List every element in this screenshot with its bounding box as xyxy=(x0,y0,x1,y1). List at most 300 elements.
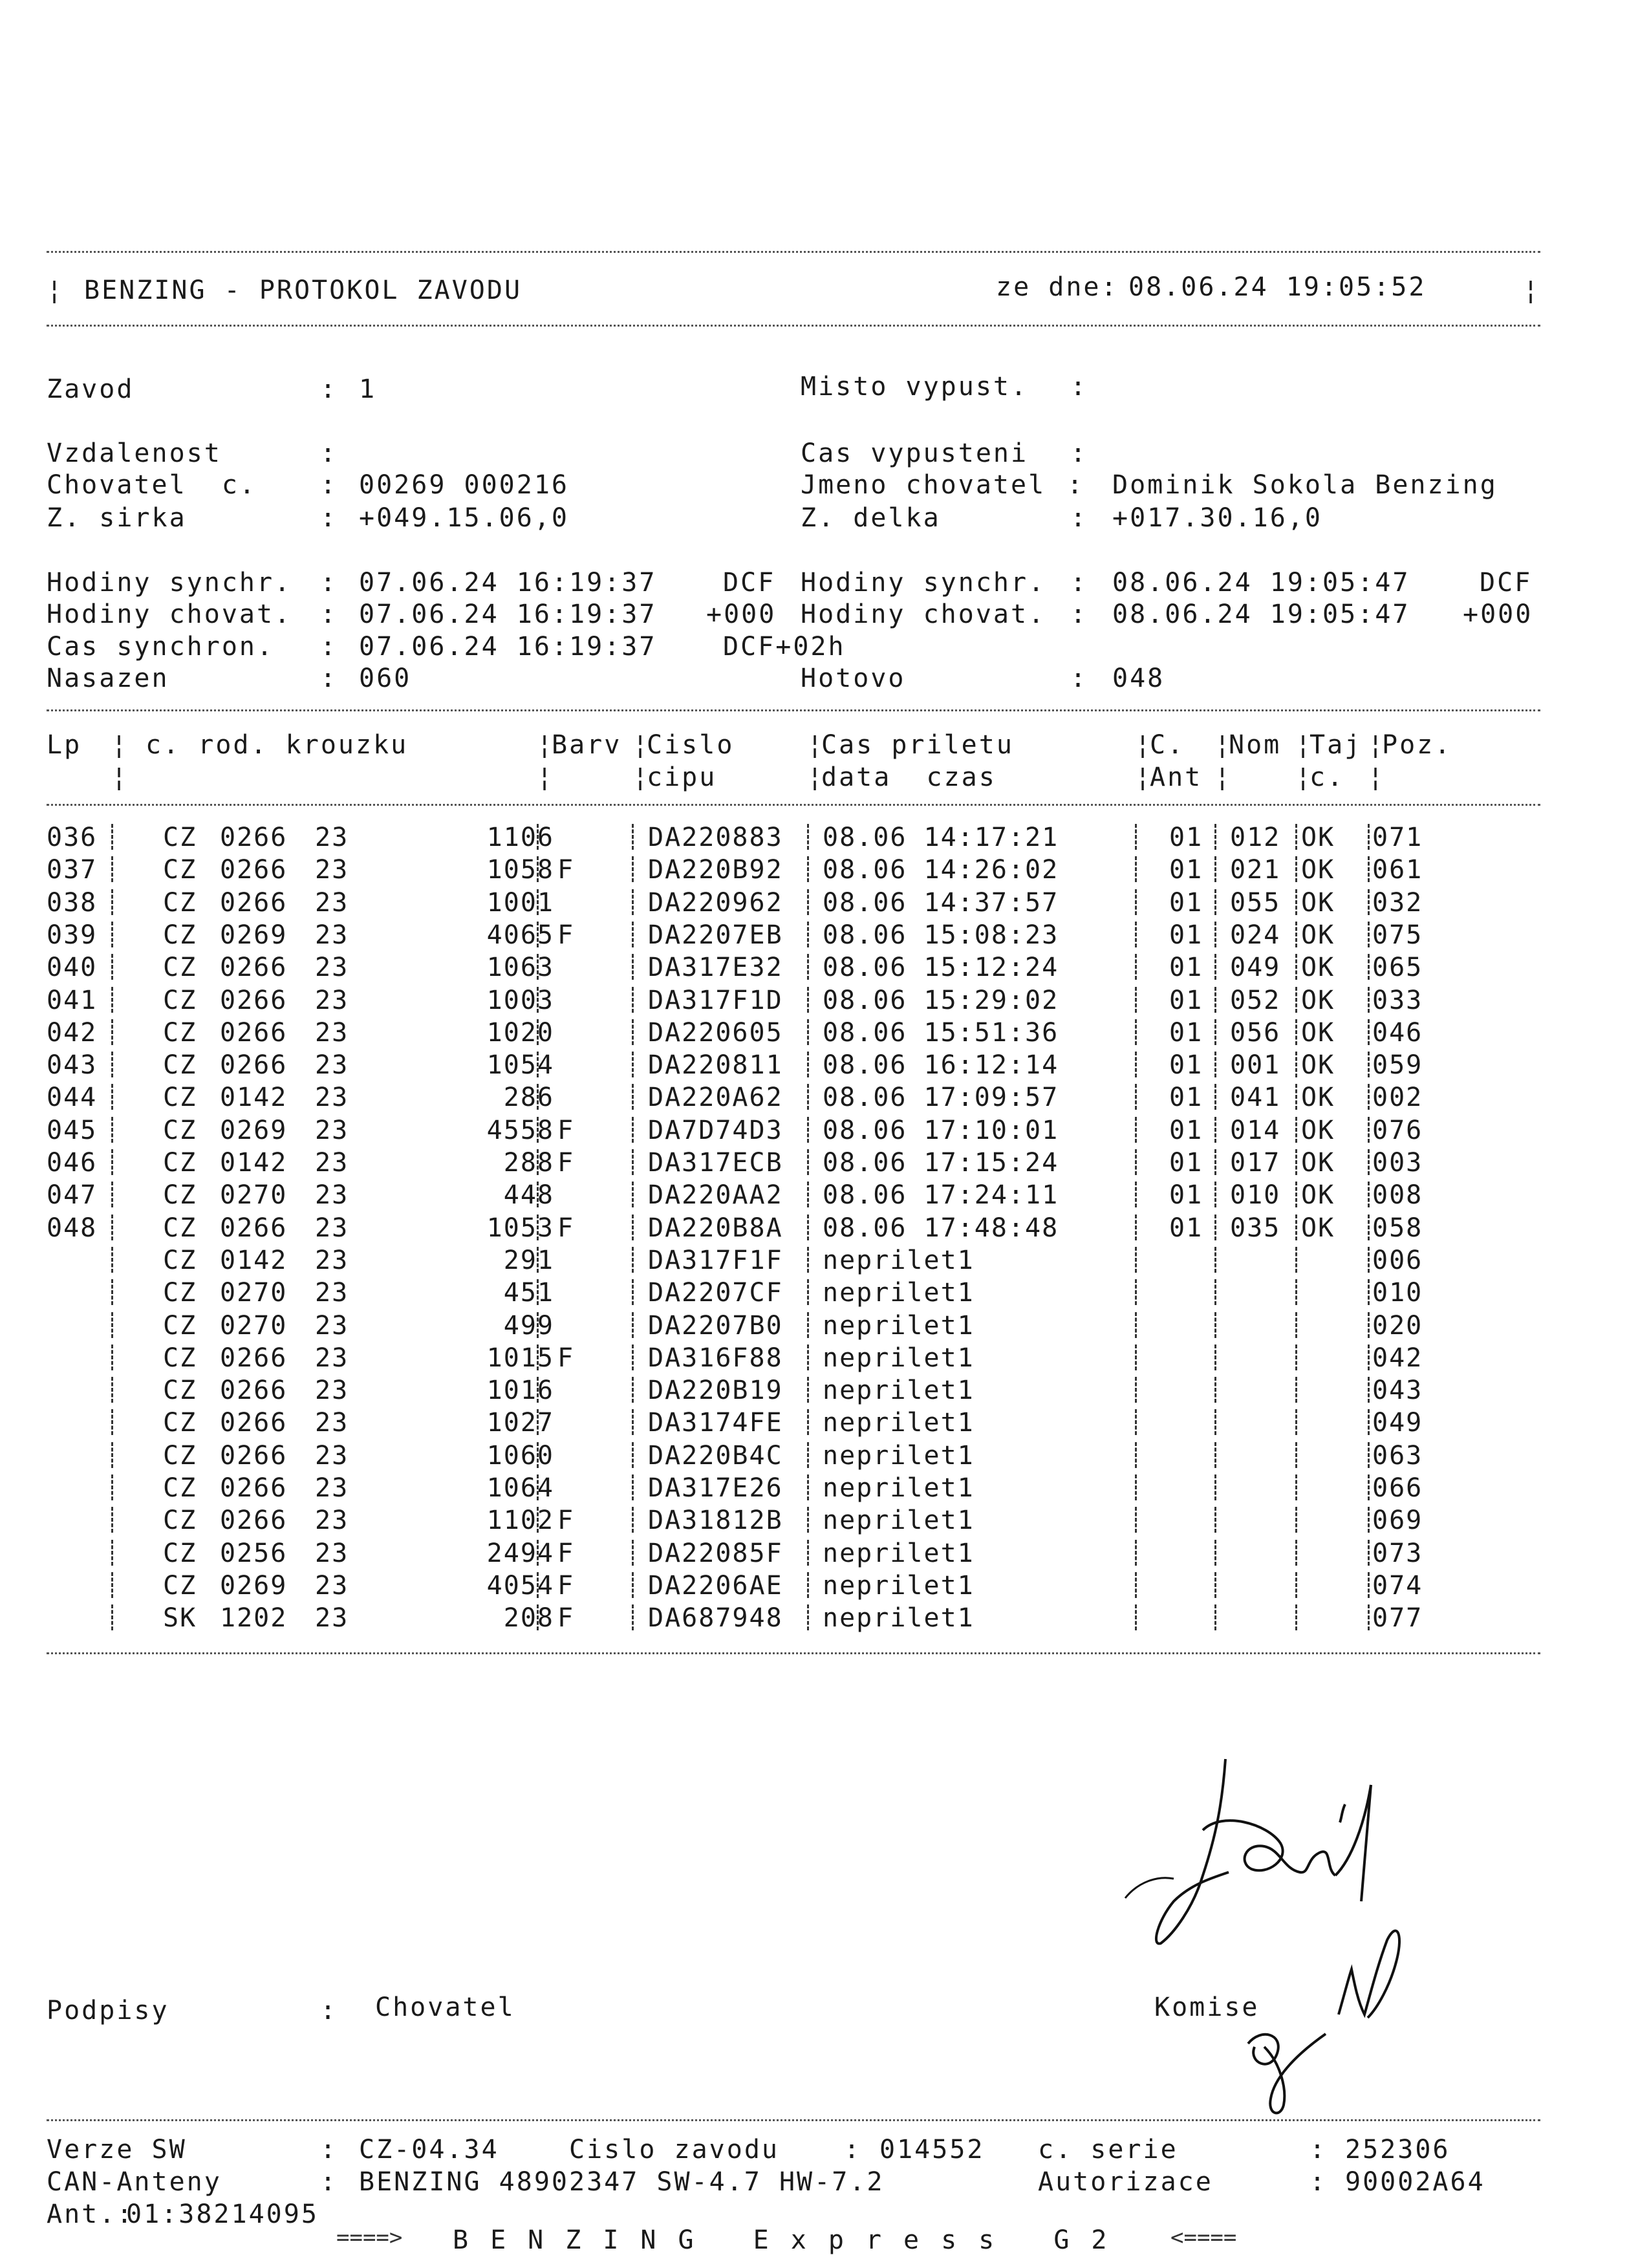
hdr-sep-3: ¦ xyxy=(632,730,651,760)
col-ant: Ant xyxy=(1150,762,1203,792)
column-separator xyxy=(807,1279,809,1305)
column-separator xyxy=(632,1442,634,1468)
cell-time: 08.06 15:12:24 xyxy=(823,953,1059,983)
cell-lp: 040 xyxy=(47,953,98,983)
column-separator xyxy=(1214,1279,1216,1305)
column-separator xyxy=(111,1019,113,1045)
cell-chip: DA317E26 xyxy=(648,1473,783,1503)
column-separator xyxy=(1214,1182,1216,1207)
column-separator xyxy=(1295,889,1297,915)
column-separator xyxy=(1214,889,1216,915)
jmeno-value: Dominik Sokola Benzing xyxy=(1112,470,1498,500)
hdr-sep-2b: ¦ xyxy=(537,762,555,792)
hdr-sep-7: ¦ xyxy=(1295,730,1313,760)
column-separator xyxy=(1368,1149,1370,1175)
cell-taj: OK xyxy=(1301,985,1335,1015)
sirka-value: +049.15.06,0 xyxy=(359,503,569,533)
cell-poz: 071 xyxy=(1372,823,1423,852)
column-separator xyxy=(1295,1215,1297,1240)
column-separator xyxy=(807,1540,809,1566)
column-separator xyxy=(807,1019,809,1045)
cell-chip: DA220AA2 xyxy=(648,1180,783,1211)
column-separator xyxy=(1214,1019,1216,1045)
column-separator xyxy=(632,1474,634,1500)
cell-nom: 055 xyxy=(1230,887,1281,918)
column-separator xyxy=(1295,1149,1297,1175)
hdr-sep-8: ¦ xyxy=(1368,730,1386,760)
column-separator xyxy=(807,1117,809,1143)
column-separator xyxy=(807,1052,809,1077)
cell-poz: 058 xyxy=(1372,1213,1423,1243)
column-separator xyxy=(807,1442,809,1468)
cell-chip: DA220A62 xyxy=(648,1083,783,1113)
cell-time: 08.06 14:26:02 xyxy=(823,855,1059,885)
column-separator xyxy=(1368,1507,1370,1533)
cell-time: neprilet1 xyxy=(823,1408,975,1438)
column-separator xyxy=(807,1572,809,1598)
zavod-colon: : xyxy=(320,374,338,404)
column-separator xyxy=(1214,1442,1216,1468)
cell-org: 0266 xyxy=(220,1408,288,1438)
can-label: CAN-Anteny xyxy=(47,2167,222,2197)
col-cislo: Cislo xyxy=(647,730,735,760)
hdr-sep-5b: ¦ xyxy=(1135,762,1153,792)
cell-poz: 032 xyxy=(1372,887,1423,918)
column-separator xyxy=(1214,1149,1216,1175)
nasazen-label: Nasazen xyxy=(47,664,169,693)
cell-chip: DA317E32 xyxy=(648,953,783,983)
cell-poz: 069 xyxy=(1372,1506,1423,1536)
cell-num: 1027 xyxy=(486,1408,554,1438)
column-separator xyxy=(1368,1215,1370,1240)
column-separator xyxy=(632,987,634,1013)
column-separator xyxy=(1295,1572,1297,1598)
cell-num: 448 xyxy=(503,1180,554,1211)
table-row xyxy=(47,887,1547,919)
column-separator xyxy=(111,954,113,980)
cell-year: 23 xyxy=(315,1538,349,1568)
table-row xyxy=(47,1537,1547,1570)
cell-chip: DA2207CF xyxy=(648,1278,783,1308)
brand-arrow-right: <==== xyxy=(1170,2225,1237,2251)
cell-poz: 065 xyxy=(1372,953,1423,983)
hdr-sep-1: ¦ xyxy=(111,730,129,760)
cell-lp: 036 xyxy=(47,823,98,852)
cell-sex: F xyxy=(557,1213,575,1243)
column-separator xyxy=(807,954,809,980)
cell-ant: 01 xyxy=(1169,855,1203,885)
cell-num: 451 xyxy=(503,1278,554,1308)
sync-left-extra-2: +000 xyxy=(706,599,777,629)
cell-org: 0266 xyxy=(220,953,288,983)
cell-poz: 010 xyxy=(1372,1278,1423,1308)
cell-time: neprilet1 xyxy=(823,1538,975,1568)
column-separator xyxy=(807,1084,809,1110)
column-separator xyxy=(1368,1052,1370,1077)
cell-lp: 047 xyxy=(47,1180,98,1211)
cell-time: neprilet1 xyxy=(823,1603,975,1634)
verze-value: CZ-04.34 xyxy=(359,2135,499,2165)
table-row xyxy=(47,951,1547,984)
column-separator xyxy=(632,1345,634,1370)
hdr-sep-2: ¦ xyxy=(537,730,555,760)
cell-ant: 01 xyxy=(1169,1050,1203,1081)
misto-colon: : xyxy=(1070,372,1088,402)
cell-nom: 021 xyxy=(1230,855,1281,885)
cell-org: 0266 xyxy=(220,1376,288,1406)
cell-chip: DA3174FE xyxy=(648,1408,783,1438)
cell-chip: DA220811 xyxy=(648,1050,783,1081)
column-separator xyxy=(807,1182,809,1207)
cell-num: 1064 xyxy=(486,1473,554,1503)
cell-year: 23 xyxy=(315,1603,349,1634)
column-separator xyxy=(1368,987,1370,1013)
cell-num: 1060 xyxy=(486,1440,554,1471)
cell-taj: OK xyxy=(1301,855,1335,885)
cell-poz: 002 xyxy=(1372,1083,1423,1113)
cell-sex: F xyxy=(557,1603,575,1634)
cell-org: 0266 xyxy=(220,985,288,1015)
cell-year: 23 xyxy=(315,1050,349,1081)
column-separator xyxy=(807,856,809,882)
cell-num: 286 xyxy=(503,1083,554,1113)
divider-table-header xyxy=(47,804,1540,806)
cell-chip: DA317F1F xyxy=(648,1245,783,1275)
cell-ant: 01 xyxy=(1169,920,1203,950)
cell-time: 08.06 17:10:01 xyxy=(823,1115,1059,1145)
column-separator xyxy=(1295,1540,1297,1566)
column-separator xyxy=(1295,1604,1297,1630)
cell-chip: DA22085F xyxy=(648,1538,783,1568)
cell-nom: 056 xyxy=(1230,1017,1281,1048)
column-separator xyxy=(111,1345,113,1370)
cell-year: 23 xyxy=(315,1213,349,1243)
cell-org: 0269 xyxy=(220,920,288,950)
column-separator xyxy=(111,1409,113,1435)
column-separator xyxy=(1214,1572,1216,1598)
column-separator xyxy=(1214,1084,1216,1110)
cell-lp: 046 xyxy=(47,1148,98,1178)
cell-num: 1001 xyxy=(486,887,554,918)
table-row xyxy=(47,821,1547,854)
column-separator xyxy=(1295,1084,1297,1110)
cell-chip: DA31812B xyxy=(648,1506,783,1536)
column-separator xyxy=(1135,1279,1137,1305)
column-separator xyxy=(1295,987,1297,1013)
cell-nom: 049 xyxy=(1230,953,1281,983)
cell-time: neprilet1 xyxy=(823,1310,975,1341)
cell-chip: DA317ECB xyxy=(648,1148,783,1178)
hdr-sep-4: ¦ xyxy=(807,730,825,760)
sync-right-value-1: 08.06.24 19:05:47 xyxy=(1112,568,1410,598)
header-right-border: ¦ xyxy=(1523,275,1541,305)
cell-country: CZ xyxy=(163,1245,197,1275)
cell-country: CZ xyxy=(163,1017,197,1048)
column-separator xyxy=(111,856,113,882)
column-separator xyxy=(1214,922,1216,947)
delka-value: +017.30.16,0 xyxy=(1112,503,1322,533)
cell-taj: OK xyxy=(1301,1083,1335,1113)
cell-taj: OK xyxy=(1301,887,1335,918)
cell-num: 1015 xyxy=(486,1343,554,1373)
serie-value: 252306 xyxy=(1345,2135,1450,2165)
cell-org: 0142 xyxy=(220,1245,288,1275)
vzdalenost-colon: : xyxy=(320,438,338,468)
cell-poz: 076 xyxy=(1372,1115,1423,1145)
column-separator xyxy=(1135,1474,1137,1500)
column-separator xyxy=(111,1117,113,1143)
cell-nom: 017 xyxy=(1230,1148,1281,1178)
column-separator xyxy=(111,922,113,947)
column-separator xyxy=(632,1247,634,1273)
cell-chip: DA220962 xyxy=(648,887,783,918)
ant-label: Ant.: xyxy=(47,2199,135,2229)
cell-country: CZ xyxy=(163,1083,197,1113)
cas-vypusteni-colon: : xyxy=(1070,438,1088,468)
column-separator xyxy=(1295,1345,1297,1370)
cell-num: 1106 xyxy=(486,823,554,852)
can-colon: : xyxy=(320,2167,338,2197)
cell-lp: 039 xyxy=(47,920,98,950)
column-separator xyxy=(1368,1409,1370,1435)
col-taj: Taj xyxy=(1310,730,1363,760)
cell-nom: 035 xyxy=(1230,1213,1281,1243)
cell-country: CZ xyxy=(163,1343,197,1373)
column-separator xyxy=(632,1312,634,1338)
chovatel-c-value: 00269 000216 xyxy=(359,470,569,500)
column-separator xyxy=(1368,1084,1370,1110)
col-lp: Lp xyxy=(47,730,82,760)
page-title: BENZING - PROTOKOL ZAVODU xyxy=(84,275,523,305)
cas-vypusteni-label: Cas vypusteni xyxy=(801,438,1029,468)
column-separator xyxy=(1295,1507,1297,1533)
cell-country: CZ xyxy=(163,953,197,983)
column-separator xyxy=(807,1377,809,1403)
cell-num: 1058 xyxy=(486,855,554,885)
cell-year: 23 xyxy=(315,953,349,983)
cell-year: 23 xyxy=(315,1180,349,1211)
cell-ant: 01 xyxy=(1169,1213,1203,1243)
autorizace-label: Autorizace xyxy=(1038,2167,1213,2197)
column-separator xyxy=(1368,824,1370,850)
column-separator xyxy=(111,1507,113,1533)
cell-org: 0266 xyxy=(220,1050,288,1081)
column-separator xyxy=(807,1474,809,1500)
cell-time: 08.06 17:48:48 xyxy=(823,1213,1059,1243)
delka-colon: : xyxy=(1070,503,1088,533)
ant-value: 01:38214095 xyxy=(126,2199,319,2229)
column-separator xyxy=(1214,1540,1216,1566)
cell-nom: 024 xyxy=(1230,920,1281,950)
sync-right-value-2: 08.06.24 19:05:47 xyxy=(1112,599,1410,629)
cell-poz: 061 xyxy=(1372,855,1423,885)
column-separator xyxy=(1214,1312,1216,1338)
cell-num: 1054 xyxy=(486,1050,554,1081)
column-separator xyxy=(111,1572,113,1598)
cell-nom: 010 xyxy=(1230,1180,1281,1211)
column-separator xyxy=(1368,1345,1370,1370)
zavod-value: 1 xyxy=(359,374,377,404)
sync-left-extra-1: DCF xyxy=(723,568,776,598)
column-separator xyxy=(807,1507,809,1533)
column-separator xyxy=(807,987,809,1013)
divider-header xyxy=(47,325,1540,327)
column-separator xyxy=(1295,1019,1297,1045)
column-separator xyxy=(1135,1052,1137,1077)
cell-taj: OK xyxy=(1301,1050,1335,1081)
column-separator xyxy=(632,1279,634,1305)
column-separator xyxy=(1368,1377,1370,1403)
autorizace-colon: : xyxy=(1310,2167,1328,2197)
cell-year: 23 xyxy=(315,855,349,885)
hdr-sep-5: ¦ xyxy=(1135,730,1153,760)
column-separator xyxy=(111,1215,113,1240)
jmeno-label: Jmeno chovatel xyxy=(801,470,1046,500)
hotovo-colon: : xyxy=(1070,664,1088,693)
column-separator xyxy=(1135,1507,1137,1533)
column-separator xyxy=(1295,1117,1297,1143)
cell-time: neprilet1 xyxy=(823,1376,975,1406)
cell-year: 23 xyxy=(315,1115,349,1145)
komise-signature-label: Komise xyxy=(1154,1993,1260,2022)
column-separator xyxy=(1368,889,1370,915)
cell-poz: 049 xyxy=(1372,1408,1423,1438)
sync-right-label-1: Hodiny synchr. xyxy=(801,568,1046,598)
column-separator xyxy=(1135,1345,1137,1370)
cell-nom: 014 xyxy=(1230,1115,1281,1145)
cell-poz: 006 xyxy=(1372,1245,1423,1275)
sync-left-value-3: 07.06.24 16:19:37 xyxy=(359,632,657,662)
table-row xyxy=(47,1342,1547,1374)
cell-num: 499 xyxy=(503,1310,554,1341)
cell-org: 0266 xyxy=(220,1506,288,1536)
col-cipu: cipu xyxy=(647,762,717,792)
column-separator xyxy=(1214,954,1216,980)
cell-lp: 041 xyxy=(47,985,98,1015)
column-separator xyxy=(807,824,809,850)
column-separator xyxy=(1295,824,1297,850)
column-separator xyxy=(1214,1409,1216,1435)
cell-ant: 01 xyxy=(1169,953,1203,983)
column-separator xyxy=(1368,1182,1370,1207)
column-separator xyxy=(111,1182,113,1207)
hdr-sep-1b: ¦ xyxy=(111,762,129,792)
podpisy-colon: : xyxy=(320,1996,338,2025)
sync-left-value-1: 07.06.24 16:19:37 xyxy=(359,568,657,598)
cell-chip: DA316F88 xyxy=(648,1343,783,1373)
header-left-border: ¦ xyxy=(47,275,65,305)
column-separator xyxy=(1295,954,1297,980)
hdr-sep-3b: ¦ xyxy=(632,762,651,792)
column-separator xyxy=(1135,1247,1137,1273)
column-separator xyxy=(1135,1540,1137,1566)
col-nom: Nom xyxy=(1229,730,1282,760)
table-row xyxy=(47,1407,1547,1439)
column-separator xyxy=(807,1215,809,1240)
nasazen-value: 060 xyxy=(359,664,412,693)
cell-chip: DA2207B0 xyxy=(648,1310,783,1341)
cell-country: CZ xyxy=(163,1213,197,1243)
column-separator xyxy=(632,1149,634,1175)
column-separator xyxy=(1214,1345,1216,1370)
column-separator xyxy=(1135,922,1137,947)
cell-org: 0142 xyxy=(220,1148,288,1178)
cislo-zavodu-label: Cislo zavodu xyxy=(569,2135,779,2165)
cell-taj: OK xyxy=(1301,953,1335,983)
table-row xyxy=(47,984,1547,1017)
cell-year: 23 xyxy=(315,1245,349,1275)
cell-org: 0270 xyxy=(220,1278,288,1308)
col-ring: c. rod. krouzku xyxy=(146,730,409,760)
cell-chip: DA220B4C xyxy=(648,1440,783,1471)
column-separator xyxy=(1295,856,1297,882)
column-separator xyxy=(1135,889,1137,915)
cell-time: neprilet1 xyxy=(823,1245,975,1275)
can-value: BENZING 48902347 SW-4.7 HW-7.2 xyxy=(359,2167,885,2197)
cell-nom: 012 xyxy=(1230,823,1281,852)
cell-poz: 063 xyxy=(1372,1440,1423,1471)
cell-org: 0142 xyxy=(220,1083,288,1113)
cell-country: CZ xyxy=(163,855,197,885)
cell-org: 1202 xyxy=(220,1603,288,1634)
cell-year: 23 xyxy=(315,1376,349,1406)
column-separator xyxy=(1135,1604,1137,1630)
column-separator xyxy=(1368,1442,1370,1468)
cell-poz: 077 xyxy=(1372,1603,1423,1634)
sync-left-label-3: Cas synchron. xyxy=(47,632,275,662)
sync-left-label-1: Hodiny synchr. xyxy=(47,568,292,598)
column-separator xyxy=(632,856,634,882)
cell-chip: DA220B92 xyxy=(648,855,783,885)
column-separator xyxy=(1295,1052,1297,1077)
column-separator xyxy=(807,1149,809,1175)
cell-chip: DA220B19 xyxy=(648,1376,783,1406)
col-datacas: data czas xyxy=(821,762,997,792)
column-separator xyxy=(111,1279,113,1305)
hdr-sep-6b: ¦ xyxy=(1214,762,1233,792)
cell-org: 0266 xyxy=(220,887,288,918)
column-separator xyxy=(807,1312,809,1338)
cell-nom: 001 xyxy=(1230,1050,1281,1081)
cell-taj: OK xyxy=(1301,1148,1335,1178)
col-taj-c: c. xyxy=(1310,762,1345,792)
cell-ant: 01 xyxy=(1169,1115,1203,1145)
column-separator xyxy=(632,889,634,915)
column-separator xyxy=(1368,1279,1370,1305)
date-label: ze dne: xyxy=(996,272,1119,302)
chovatel-signature-label: Chovatel xyxy=(375,1993,515,2022)
column-separator xyxy=(1135,987,1137,1013)
cell-time: neprilet1 xyxy=(823,1570,975,1601)
column-separator xyxy=(1368,922,1370,947)
cislo-zavodu-colon: : xyxy=(844,2135,862,2165)
column-separator xyxy=(1135,1117,1137,1143)
chovatel-c-label: Chovatel c. xyxy=(47,470,257,500)
serie-colon: : xyxy=(1310,2135,1328,2165)
column-separator xyxy=(632,1215,634,1240)
column-separator xyxy=(632,954,634,980)
sync-left-colon-3: : xyxy=(320,632,338,662)
column-separator xyxy=(1295,1474,1297,1500)
cell-time: 08.06 16:12:14 xyxy=(823,1050,1059,1081)
table-row xyxy=(47,1147,1547,1179)
cell-ant: 01 xyxy=(1169,985,1203,1015)
column-separator xyxy=(632,1572,634,1598)
col-barv: Barv xyxy=(552,730,622,760)
cell-time: 08.06 15:51:36 xyxy=(823,1017,1059,1048)
cell-num: 2494 xyxy=(486,1538,554,1568)
hotovo-value: 048 xyxy=(1112,664,1165,693)
